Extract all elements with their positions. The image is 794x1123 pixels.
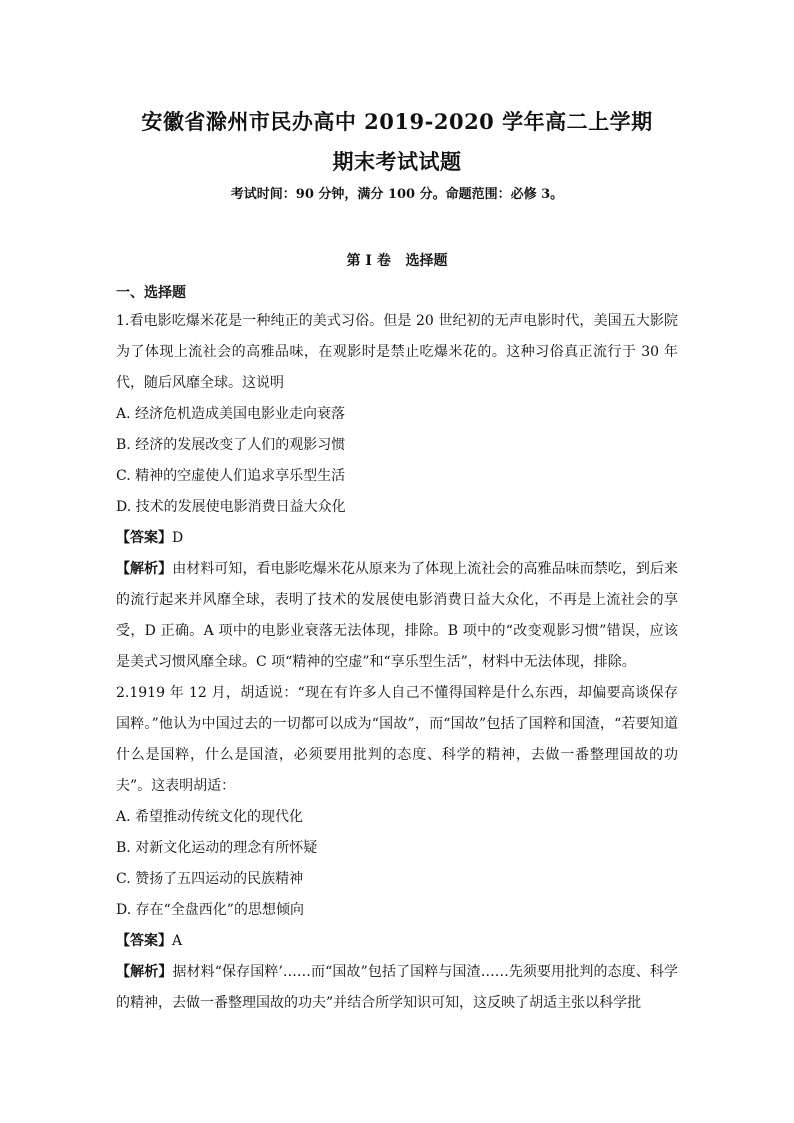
section-title: 第 I 卷 选择题 (346, 253, 448, 269)
analysis-paragraph (116, 957, 678, 1019)
answer-label: 【答案】 (116, 530, 172, 546)
option-a: A. 希望推动传统文化的现代化 (116, 809, 304, 825)
analysis-text: 由材料可知，看电影吃爆米花从原来为了体现上流社会的高雅品味而禁吃，到后来的流行起来并风靡全球，表明了技术的发展使电影消费日益大众化，不再是上流社会的享受，D 正确。A 项中的电影业衰落无法体现，排除。B 项中的“改变观影习惯”错误，应该是美式习惯风靡全球。C 项“精神的空虚”和“享乐型生活”，材料中无法体现，排除。 (116, 561, 679, 670)
option-d: D. 技术的发展使电影消费日益大众化 (116, 499, 346, 515)
document-title-line2: 期末考试试题 (332, 149, 462, 174)
answer-line (116, 523, 678, 554)
exam-info: 考试时间：90 分钟，满分 100 分。命题范围：必修 3。 (230, 187, 564, 202)
answer-label: 【答案】 (116, 933, 172, 949)
option-b: B. 经济的发展改变了人们的观影习惯 (116, 437, 346, 453)
option-c: C. 赞扬了五四运动的民族精神 (116, 871, 304, 887)
answer-line (116, 926, 678, 957)
option-b: B. 对新文化运动的理念有所怀疑 (116, 840, 318, 856)
analysis-label: 【解析】 (116, 561, 173, 577)
question-stem: 2.1919 年 12 月，胡适说：“现在有许多人自己不懂得国粹是什么东西，却偏要高谈保存国粹。”他认为中国过去的一切都可以成为“国故”，而“国故”包括了国粹和国渣，“若要知道什么是国粹，什么是国渣，必须要用批判的态度、科学的精神，去做一番整理国故的功夫”。这表明胡适： (116, 685, 678, 794)
answer-value: A (172, 933, 183, 949)
question-1 (116, 306, 678, 678)
part-title: 一、选择题 (116, 285, 186, 301)
document-title-line1: 安徽省滁州市民办高中 2019-2020 学年高二上学期 (141, 109, 653, 134)
option-a: A. 经济危机造成美国电影业走向衰落 (116, 406, 346, 422)
option-c: C. 精神的空虚使人们追求享乐型生活 (116, 468, 346, 484)
option-d: D. 存在“全盘西化”的思想倾向 (116, 902, 304, 918)
analysis-paragraph (116, 554, 678, 678)
analysis-label: 【解析】 (116, 964, 173, 980)
question-2 (116, 678, 678, 1019)
question-stem: 1.看电影吃爆米花是一种纯正的美式习俗。但是 20 世纪初的无声电影时代，美国五大影院为了体现上流社会的高雅品味，在观影时是禁止吃爆米花的。这种习俗真正流行于 30 年代，随后风靡全球。这说明 (116, 313, 678, 391)
answer-value: D (172, 530, 184, 546)
analysis-text: 据材料“保存国粹’……而“国故”包括了国粹与国渣……先须要用批判的态度、科学的精神，去做一番整理国故的功夫”并结合所学知识可知，这反映了胡适主张以科学批 (116, 964, 679, 1011)
